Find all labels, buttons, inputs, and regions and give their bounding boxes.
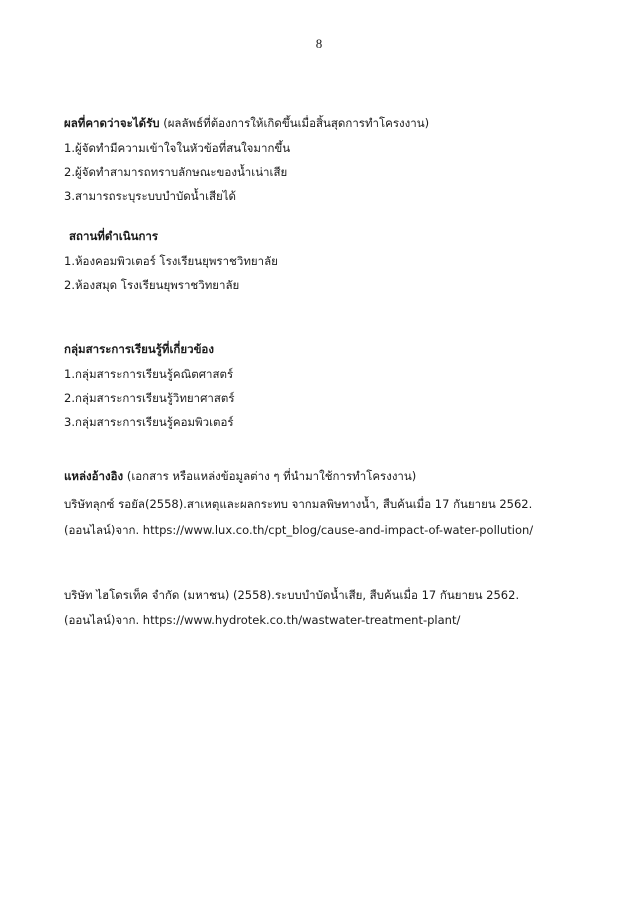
references-heading-line [64,468,416,484]
references-note: (เอกสาร หรือแหล่งข้อมูลต่าง ๆ ที่นำมาใช้การทำโครงงาน) [123,469,417,483]
expected-results-heading-line [64,115,429,131]
reference-2-line-2: (ออนไลน์)จาก. https://www.hydrotek.co.th/wastwater-treatment-plant/ [64,613,461,627]
location-heading: สถานที่ดำเนินการ [69,229,159,243]
learning-groups-heading: กลุ่มสาระการเรียนรู้ที่เกี่ยวข้อง [64,342,214,356]
expected-result-item-3: 3.สามารถระบุระบบบำบัดน้ำเสียได้ [64,189,237,203]
reference-2-line-1: บริษัท ไฮโดรเท็ค จำกัด (มหาชน) (2558).ระบบบำบัดน้ำเสีย, สืบค้นเมื่อ 17 กันยายน 2562. [64,588,520,602]
expected-result-item-2: 2.ผู้จัดทำสามารถทราบลักษณะของน้ำเน่าเสีย [64,165,288,179]
references-heading: แหล่งอ้างอิง [64,469,124,483]
expected-results-note: (ผลลัพธ์ที่ต้องการให้เกิดขึ้นเมื่อสิ้นสุดการทำโครงงาน) [159,116,430,130]
location-item-2: 2.ห้องสมุด โรงเรียนยุพราชวิทยาลัย [64,278,240,292]
reference-1-line-2: (ออนไลน์)จาก. https://www.lux.co.th/cpt_blog/cause-and-impact-of-water-pollution/ [64,523,534,537]
learning-group-item-3: 3.กลุ่มสาระการเรียนรู้คอมพิวเตอร์ [64,415,234,429]
learning-group-item-2: 2.กลุ่มสาระการเรียนรู้วิทยาศาสตร์ [64,391,235,405]
reference-1-line-1: บริษัทลุกซ์ รอยัล(2558).สาเหตุและผลกระทบ จากมลพิษทางน้ำ, สืบค้นเมื่อ 17 กันยายน 2562. [64,497,533,511]
learning-group-item-1: 1.กลุ่มสาระการเรียนรู้คณิตศาสตร์ [64,367,234,381]
expected-result-item-1: 1.ผู้จัดทำมีความเข้าใจในหัวข้อที่สนใจมากขึ้น [64,141,291,155]
location-item-1: 1.ห้องคอมพิวเตอร์ โรงเรียนยุพราชวิทยาลัย [64,254,278,268]
page-number: 8 [315,36,323,51]
expected-results-heading: ผลที่คาดว่าจะได้รับ [64,116,160,130]
